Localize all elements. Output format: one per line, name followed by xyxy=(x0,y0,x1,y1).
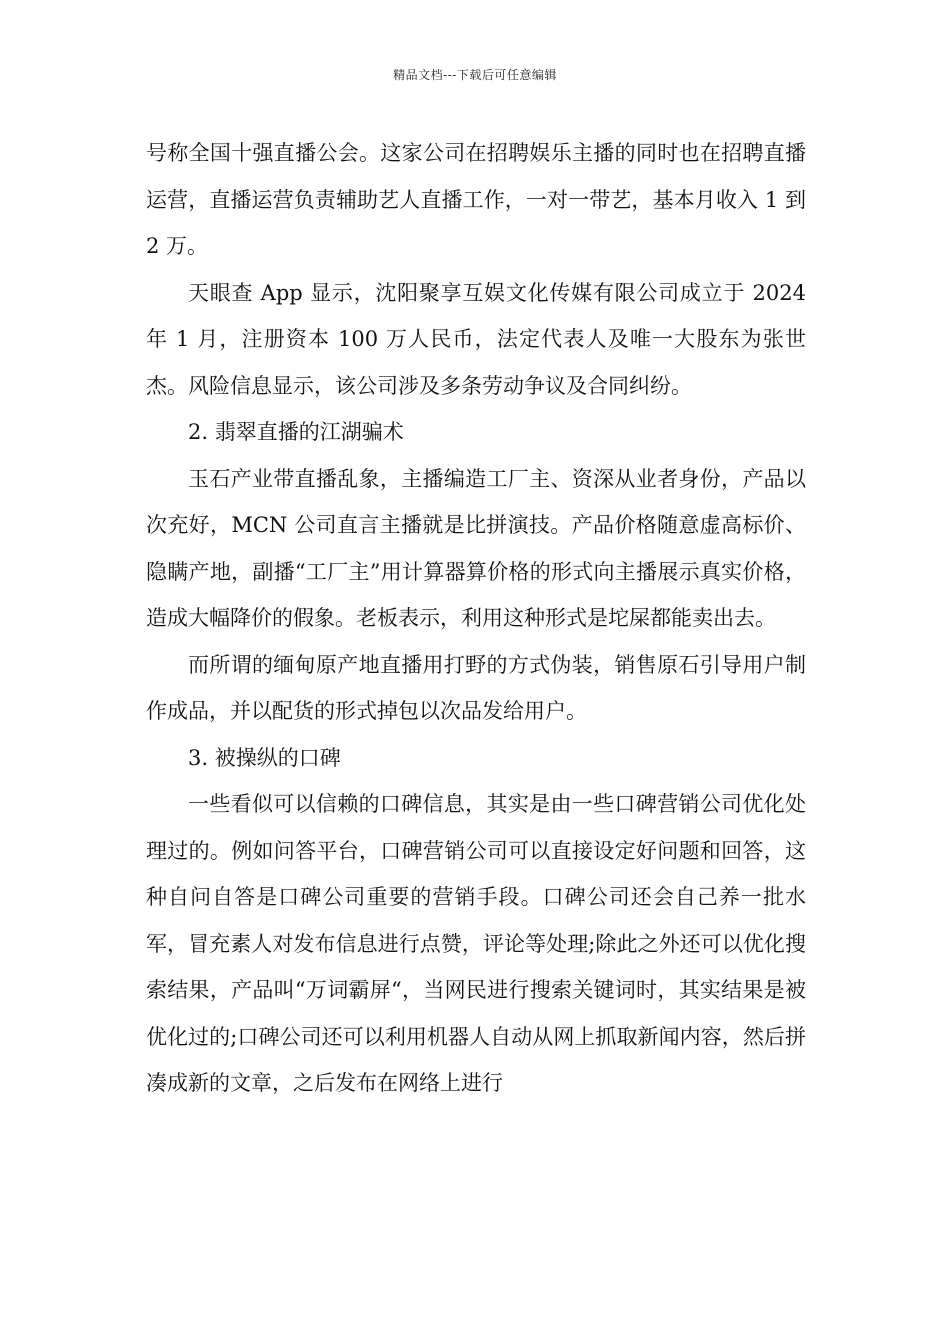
section-heading-3: 3. 被操纵的口碑 xyxy=(188,745,341,770)
paragraph-continued: 号称全国十强直播公会。这家公司在招聘娱乐主播的同时也在招聘直播运营，直播运营负责辅助艺人直播工作，一对一带艺，基本月收入 1 到 2 万。 xyxy=(146,141,806,258)
section-heading-2: 2. 翡翠直播的江湖骗术 xyxy=(188,420,404,444)
paragraph-reputation: 一些看似可以信赖的口碑信息，其实是由一些口碑营销公司优化处理过的。例如问答平台，口碑营销公司可以直接设定好问题和回答，这种自问自答是口碑公司重要的营销手段。口碑公司还会自己养一批水军，冒充素人对发布信息进行点赞，评论等处理;除此之外还可以优化搜索结果，产品叫“万词霸屏“，当网民进行搜索关键词时，其实结果是被优化过的;口碑公司还可以利用机器人自动从网上抓取新闻内容，然后拼凑成新的文章，之后发布在网络上进行 xyxy=(146,792,806,1095)
paragraph-jade-live: 玉石产业带直播乱象，主播编造工厂主、资深从业者身份，产品以次充好，MCN 公司直言主播就是比拼演技。产品价格随意虚高标价、隐瞒产地，副播“工厂主”用计算器算价格的形式向主播展示真实价格，造成大幅降价的假象。老板表示，利用这种形式是坨屎都能卖出去。 xyxy=(146,466,806,630)
document-body xyxy=(146,130,806,1107)
paragraph-myanmar-live: 而所谓的缅甸原产地直播用打野的方式伪装，销售原石引导用户制作成品，并以配货的形式掉包以次品发给用户。 xyxy=(146,652,806,723)
paragraph-tianyancha: 天眼查 App 显示，沈阳聚享互娱文化传媒有限公司成立于 2024 年 1 月，注册资本 100 万人民币，法定代表人及唯一大股东为张世杰。风险信息显示，该公司涉及多条劳动争议及合同纠纷。 xyxy=(146,280,806,398)
page-header: 精品文档---下载后可任意编辑 xyxy=(393,68,557,82)
